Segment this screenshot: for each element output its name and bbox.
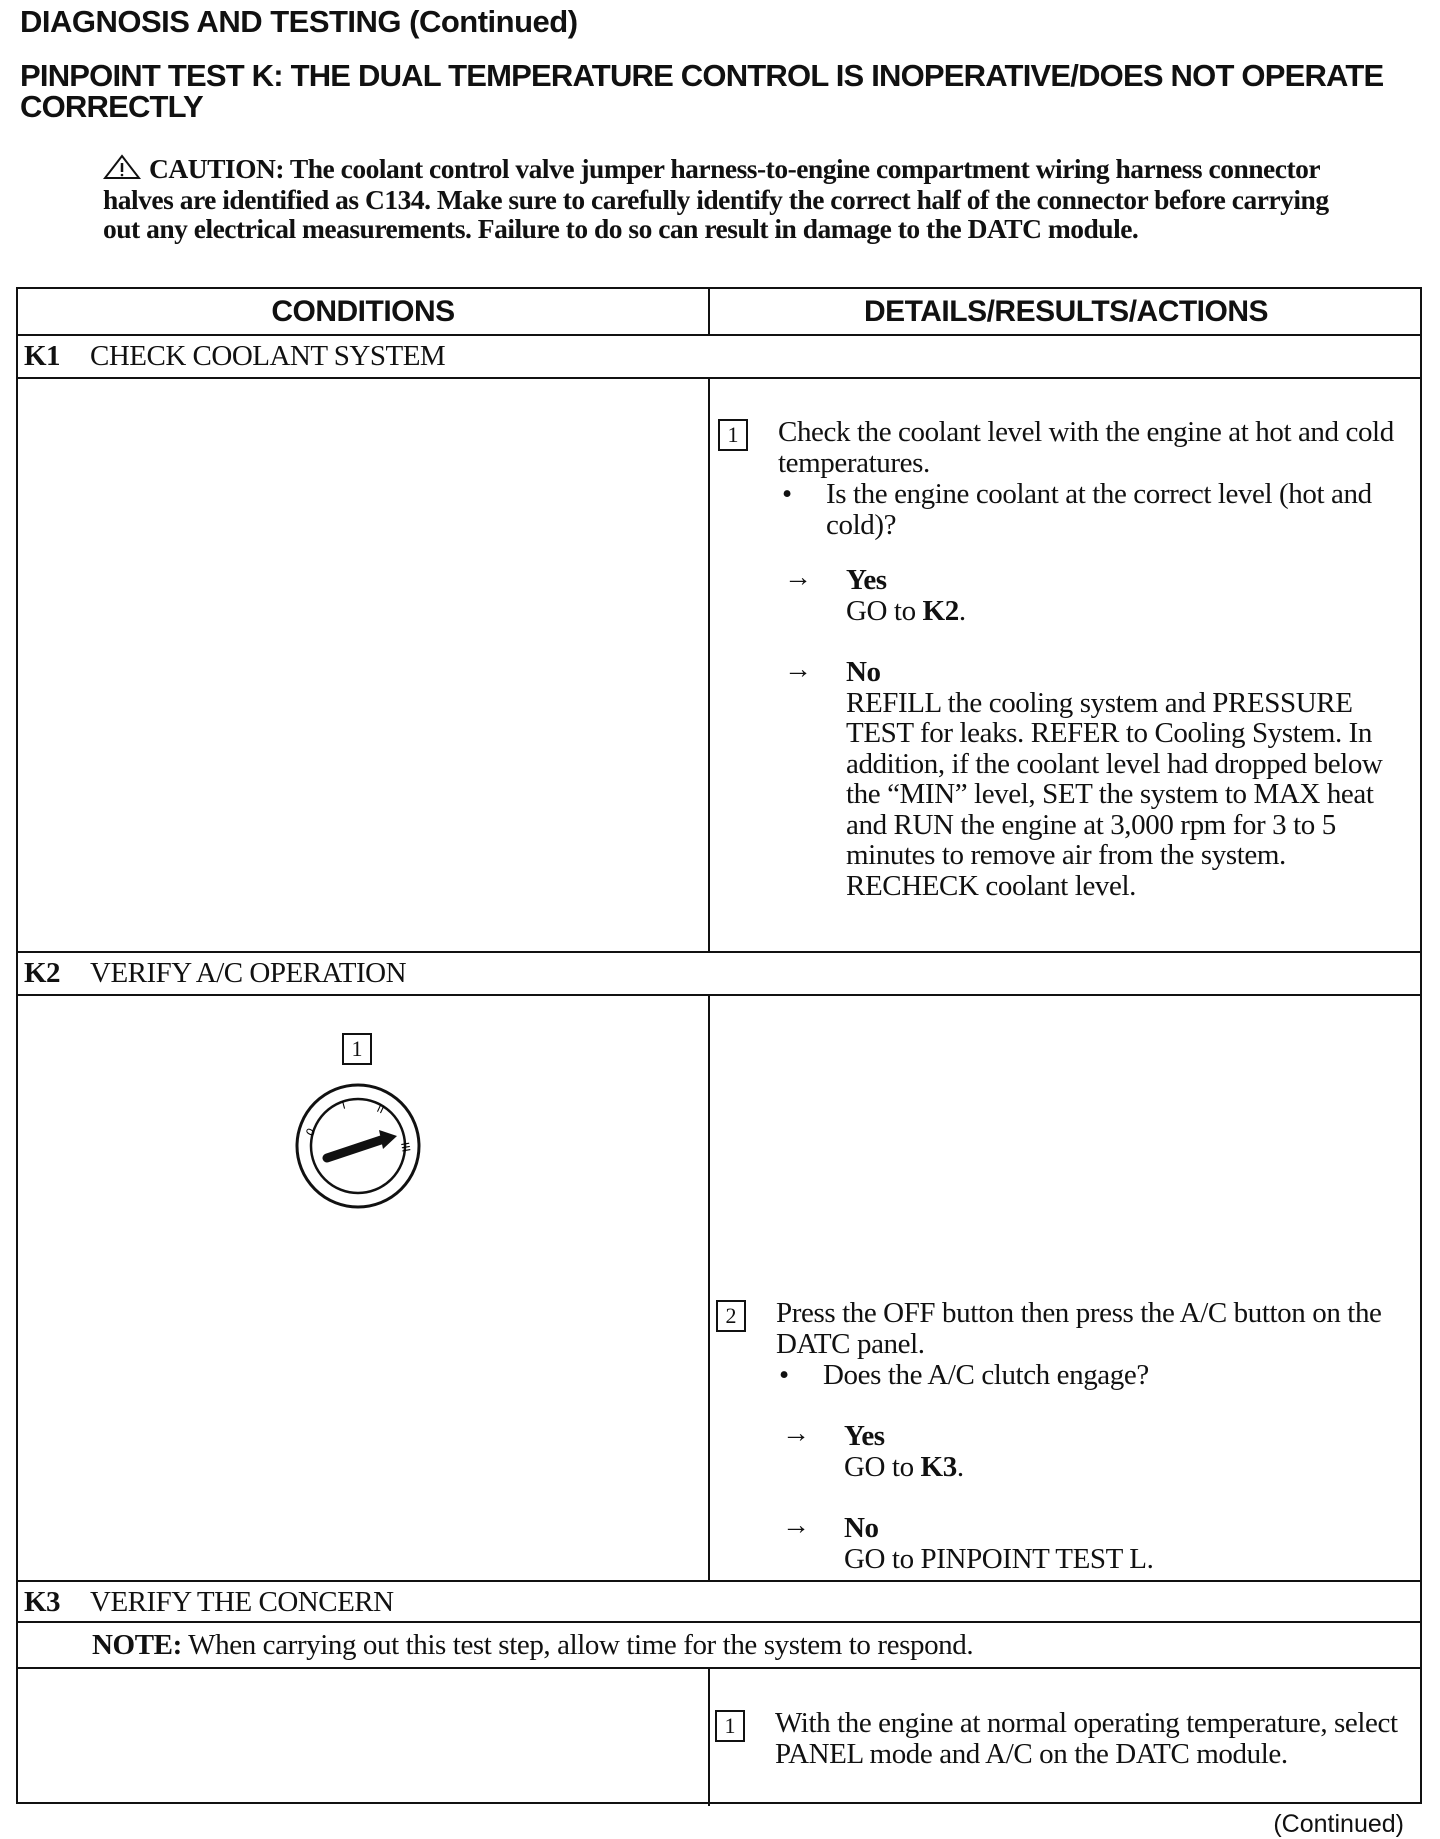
no-answer: [784, 654, 1411, 902]
step-number-box: 2: [716, 1300, 746, 1332]
fan-dial-icon: [283, 1071, 433, 1221]
answer-label: No: [844, 1512, 879, 1544]
answer-prefix: GO to: [846, 594, 923, 627]
step-title: CHECK COOLANT SYSTEM: [90, 340, 446, 372]
bullet-icon: •: [779, 1359, 789, 1391]
answer-suffix: .: [956, 1450, 964, 1483]
table-divider: [18, 1580, 1420, 1582]
bullet-icon: •: [782, 478, 792, 510]
answer-action: REFILL the cooling system and PRESSURE TEST for leaks. REFER to Cooling System. In addition, if the coolant level had dropped below the “MIN” level, SET the system to MAX heat and RUN the engine at 3,000 rpm for 3 to 5 minutes to remove air from the system. RECHECK coolant level.: [846, 686, 1383, 902]
dial-mark: III: [398, 1141, 413, 1154]
answer-action: [844, 1452, 1404, 1483]
goto-step-link[interactable]: K2: [922, 594, 959, 627]
caution-text: CAUTION: The coolant control valve jumper harness-to-engine compartment wiring harness connector halves are identified as C134. Make sure to carefully identify the correct half of the connector before carrying out any electrical measurements. Failure to do so can result in damage to the DATC module.: [103, 153, 1329, 244]
warning-triangle-icon: [103, 154, 141, 185]
step-instruction: Check the coolant level with the engine at hot and cold temperatures.: [778, 416, 1394, 479]
answer-prefix: GO to: [844, 1450, 921, 1483]
column-divider: [708, 377, 710, 951]
column-divider: [708, 994, 710, 1580]
answer-label: Yes: [844, 1420, 885, 1452]
conditions-column-header: CONDITIONS: [271, 295, 455, 328]
illustration-number-box: 1: [342, 1033, 372, 1065]
arrow-right-icon: →: [784, 562, 812, 593]
column-divider: [708, 1667, 710, 1806]
step-title: VERIFY A/C OPERATION: [90, 957, 407, 989]
note-text: When carrying out this test step, allow time for the system to respond.: [181, 1629, 974, 1661]
answer-suffix: .: [958, 594, 966, 627]
step-question: [782, 478, 1406, 541]
step-id: K2: [24, 957, 61, 989]
answer-label: No: [846, 656, 881, 688]
table-divider: [18, 951, 1420, 953]
yes-answer: [784, 562, 1406, 627]
dial-mark: II: [374, 1101, 387, 1117]
answer-action: [846, 596, 1406, 627]
dial-mark: 0: [303, 1125, 319, 1139]
continued-footer: (Continued): [1273, 1810, 1404, 1838]
step-title: VERIFY THE CONCERN: [90, 1586, 394, 1618]
table-divider: [18, 377, 1420, 379]
section-title: DIAGNOSIS AND TESTING (Continued): [20, 4, 578, 39]
step-instruction: With the engine at normal operating temperature, select PANEL mode and A/C on the DATC module.: [775, 1707, 1398, 1770]
note-label: NOTE:: [92, 1629, 182, 1661]
table-divider: [18, 334, 1420, 336]
arrow-right-icon: →: [782, 1510, 810, 1541]
actions-column-header: DETAILS/RESULTS/ACTIONS: [863, 295, 1269, 328]
table-divider: [18, 994, 1420, 996]
answer-label: Yes: [846, 564, 887, 596]
goto-step-link[interactable]: K3: [920, 1450, 957, 1483]
step-instruction: Press the OFF button then press the A/C button on the DATC panel.: [776, 1297, 1382, 1360]
step-k3-title-row: [24, 1586, 394, 1619]
step-number-box: 1: [715, 1710, 745, 1742]
fan-control-dial-illustration: [283, 1071, 433, 1221]
no-answer: [782, 1510, 1404, 1575]
yes-answer: [782, 1418, 1404, 1483]
table-divider: [18, 1621, 1420, 1623]
caution-notice: [103, 154, 1363, 243]
procedure-table: [16, 287, 1422, 1804]
question-text: Does the A/C clutch engage?: [823, 1359, 1149, 1391]
arrow-right-icon: →: [782, 1418, 810, 1449]
goto-pinpoint-test-link[interactable]: GO to PINPOINT TEST L.: [844, 1542, 1154, 1575]
step-question: [779, 1359, 1403, 1391]
step-k2-title-row: [24, 957, 406, 990]
dial-mark: I: [340, 1098, 347, 1112]
step-id: K1: [24, 340, 61, 372]
step-k1-title-row: [24, 340, 445, 373]
table-divider: [18, 1667, 1420, 1669]
question-text: Is the engine coolant at the correct level (hot and cold)?: [826, 478, 1372, 541]
step-number-box: 1: [718, 419, 748, 451]
step-id: K3: [24, 1586, 61, 1618]
note-row: [92, 1629, 973, 1662]
arrow-right-icon: →: [784, 654, 812, 685]
pinpoint-test-title: PINPOINT TEST K: THE DUAL TEMPERATURE CONTROL IS INOPERATIVE/DOES NOT OPERATE CORRECTLY: [20, 58, 1384, 124]
